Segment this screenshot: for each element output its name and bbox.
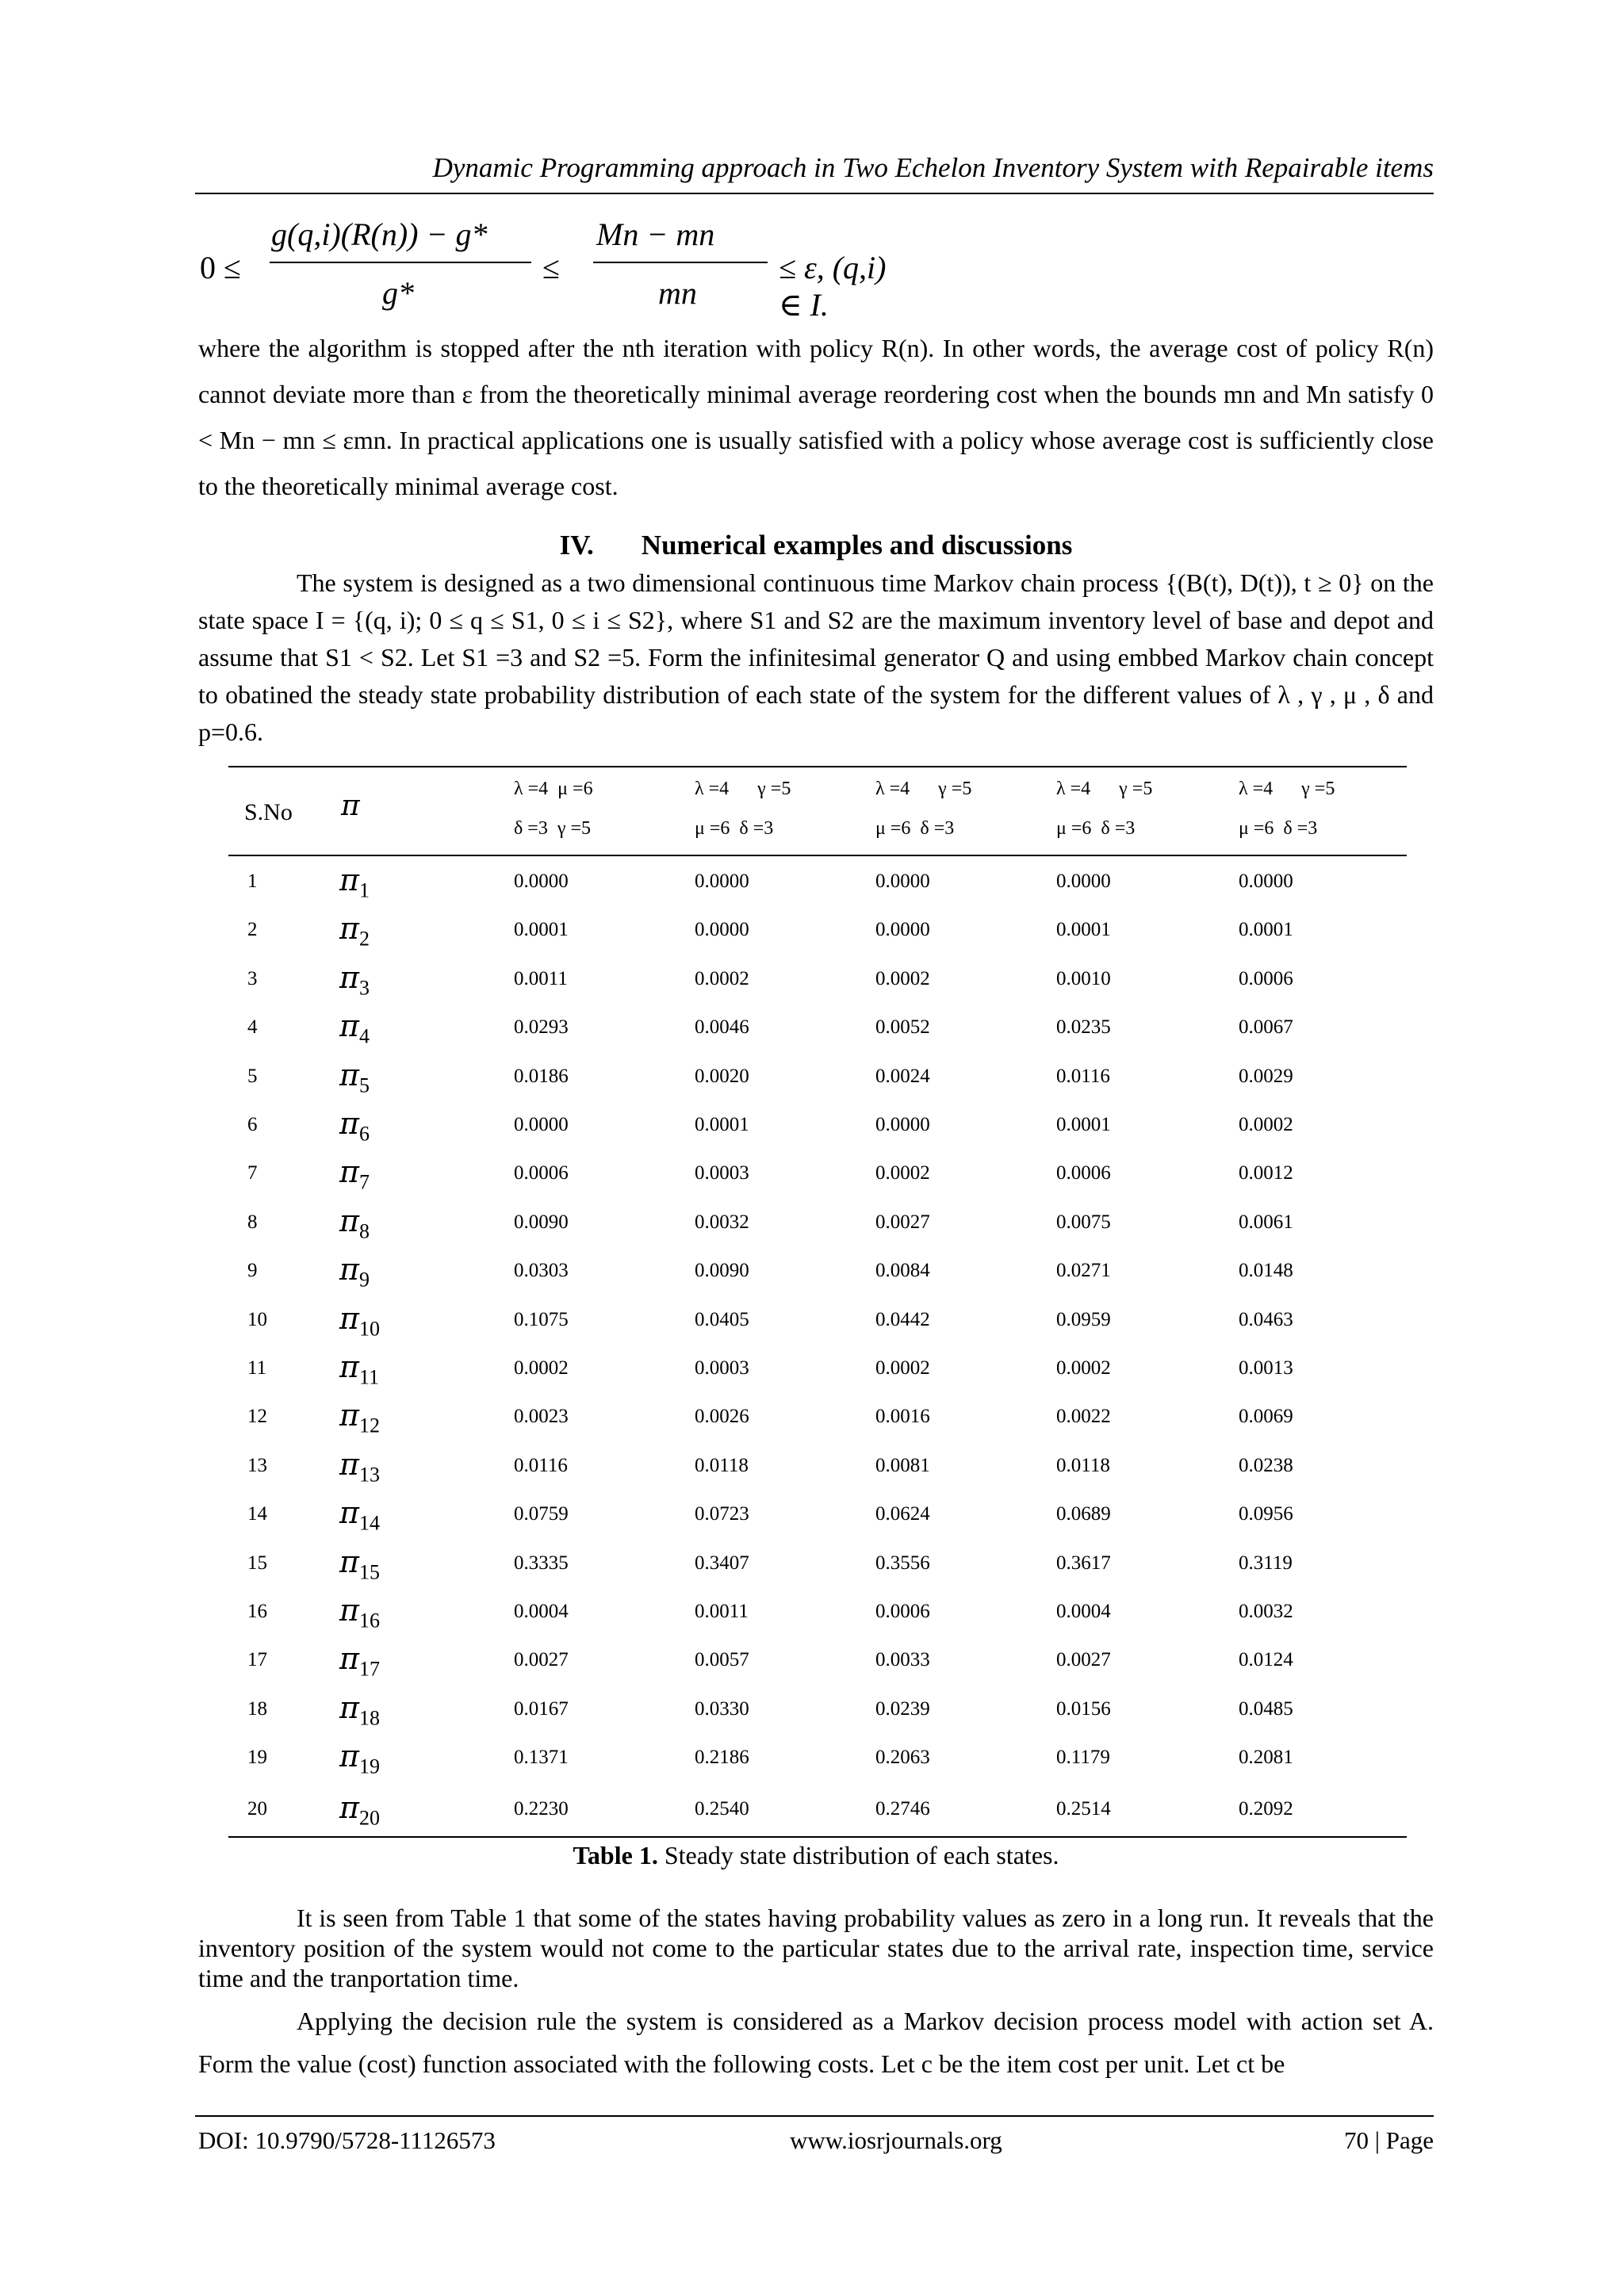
cell-col1: 0.2230	[514, 1798, 569, 1820]
param-header-col3-line2: μ =6 δ =3	[875, 818, 955, 839]
row-sno: 9	[247, 1260, 258, 1282]
row-state-symbol	[339, 863, 370, 903]
param-header-col2-line1: λ =4 γ =5	[695, 779, 791, 799]
cell-col3: 0.0027	[875, 1211, 930, 1233]
row-state-symbol	[339, 1641, 380, 1682]
cell-col4: 0.0000	[1056, 871, 1111, 892]
paragraph-table-discussion: It is seen from Table 1 that some of the states having probability values as zero in a long run. It reveals that the inventory position of the system would not come to the particular states due to the arrival rate, inspection time, service time and the tranportation time.	[198, 1904, 1434, 1992]
stopping-criterion-equation	[200, 216, 914, 327]
param-header-col5-line1: λ =4 γ =5	[1239, 779, 1335, 799]
pi-subscript: 9	[358, 1268, 370, 1292]
cell-col1: 0.0000	[514, 1114, 569, 1135]
row-state-symbol	[339, 1252, 370, 1292]
table-top-rule	[228, 766, 1407, 767]
pi-subscript: 3	[358, 976, 370, 1000]
cell-col1: 0.0186	[514, 1065, 569, 1087]
row-sno: 16	[247, 1601, 267, 1622]
row-state-symbol	[339, 1790, 380, 1831]
pi-symbol: π	[339, 1544, 359, 1579]
cell-col1: 0.0167	[514, 1697, 569, 1720]
section-heading	[198, 530, 1434, 561]
row-sno: 5	[247, 1065, 258, 1087]
cell-col4: 0.0001	[1056, 919, 1111, 941]
cell-col2: 0.0003	[695, 1357, 749, 1379]
cell-col2: 0.0001	[695, 1114, 749, 1135]
pi-subscript: 19	[358, 1755, 380, 1778]
cell-col3: 0.0084	[875, 1260, 930, 1282]
cell-col3: 0.0002	[875, 967, 930, 989]
pi-subscript: 11	[358, 1365, 380, 1389]
row-state-symbol	[339, 960, 370, 1001]
row-sno: 17	[247, 1649, 267, 1671]
cell-col3: 0.0006	[875, 1601, 930, 1622]
cell-col4: 0.2514	[1056, 1798, 1111, 1820]
cell-col1: 0.1075	[514, 1308, 569, 1330]
cell-col5: 0.0000	[1239, 871, 1293, 892]
pi-subscript: 16	[358, 1609, 380, 1632]
row-sno: 19	[247, 1747, 267, 1769]
cell-col1: 0.0759	[514, 1503, 569, 1525]
pi-symbol: π	[339, 1495, 359, 1531]
cell-col2: 0.0090	[695, 1260, 749, 1282]
param-header-col1-line1: λ =4 μ =6	[514, 779, 593, 799]
cell-col4: 0.0118	[1056, 1454, 1110, 1476]
cell-col5: 0.0006	[1239, 967, 1293, 989]
row-sno: 2	[247, 919, 258, 941]
pi-symbol: π	[339, 1446, 359, 1482]
row-state-symbol	[339, 1739, 380, 1779]
cell-col3: 0.0000	[875, 919, 930, 941]
footer-website: www.iosrjournals.org	[790, 2126, 1002, 2154]
eq-numerator-right: Mn − mn	[596, 216, 715, 252]
row-sno: 3	[247, 967, 258, 989]
cell-col5: 0.0012	[1239, 1162, 1293, 1184]
cell-col4: 0.1179	[1056, 1747, 1110, 1769]
cell-col5: 0.0001	[1239, 919, 1293, 941]
cell-col1: 0.0027	[514, 1649, 569, 1671]
cell-col3: 0.0002	[875, 1357, 930, 1379]
cell-col3: 0.2746	[875, 1798, 930, 1820]
cell-col4: 0.0075	[1056, 1211, 1111, 1233]
pi-subscript: 2	[358, 927, 370, 951]
cell-col2: 0.0026	[695, 1406, 749, 1428]
row-state-symbol	[339, 1447, 380, 1487]
cell-col2: 0.2540	[695, 1798, 749, 1820]
pi-symbol: π	[339, 1106, 359, 1141]
eq-middle: ≤	[542, 250, 560, 285]
cell-col3: 0.0624	[875, 1503, 930, 1525]
header-rule	[195, 193, 1434, 194]
cell-col1: 0.0004	[514, 1601, 569, 1622]
row-sno: 11	[247, 1357, 267, 1379]
cell-col2: 0.0118	[695, 1454, 749, 1476]
cell-col2: 0.0723	[695, 1503, 749, 1525]
cell-col5: 0.0061	[1239, 1211, 1293, 1233]
cell-col4: 0.0006	[1056, 1162, 1111, 1184]
pi-symbol: π	[339, 1252, 359, 1288]
row-sno: 1	[247, 871, 258, 892]
paragraph-stopping-rule: where the algorithm is stopped after the nth iteration with policy R(n). In other words, the average cost of policy R(n) cannot deviate more than ε from the theoretically minimal average reordering cost when the bounds mn and Mn satisfy 0 < Mn − mn ≤ εmn. In practical applications one is usually satisfied with a policy whose average cost is sufficiently close to the theoretically minimal average cost.	[198, 334, 1434, 500]
cell-col2: 0.0405	[695, 1308, 749, 1330]
cell-col5: 0.0067	[1239, 1016, 1293, 1039]
cell-col5: 0.0463	[1239, 1308, 1293, 1330]
cell-col1: 0.0001	[514, 919, 569, 941]
row-state-symbol	[339, 1544, 380, 1585]
pi-subscript: 4	[358, 1024, 370, 1048]
pi-subscript: 18	[358, 1706, 380, 1730]
header-bottom-rule	[228, 855, 1407, 856]
row-sno: 7	[247, 1162, 258, 1184]
cell-col5: 0.0124	[1239, 1649, 1293, 1671]
param-header-col5-line2: μ =6 δ =3	[1239, 818, 1318, 839]
cell-col1: 0.0006	[514, 1162, 569, 1184]
cell-col1: 0.0303	[514, 1260, 569, 1282]
running-header: Dynamic Programming approach in Two Echelon Inventory System with Repairable items	[432, 152, 1434, 183]
cell-col2: 0.0057	[695, 1649, 749, 1671]
footer-page-number: 70 | Page	[1344, 2126, 1434, 2154]
cell-col4: 0.0156	[1056, 1697, 1111, 1720]
row-state-symbol	[339, 1301, 380, 1341]
cell-col1: 0.0011	[514, 967, 568, 989]
footer-rule	[195, 2115, 1434, 2117]
header-sno: S.No	[244, 799, 293, 825]
row-sno: 13	[247, 1454, 267, 1476]
cell-col5: 0.0029	[1239, 1065, 1293, 1087]
cell-col1: 0.0090	[514, 1211, 569, 1233]
param-header-col1-line2: δ =3 γ =5	[514, 818, 591, 839]
pi-subscript: 6	[358, 1122, 370, 1146]
param-header-col2-line2: μ =6 δ =3	[695, 818, 774, 839]
cell-col2: 0.0046	[695, 1016, 749, 1039]
row-sno: 15	[247, 1552, 267, 1574]
pi-subscript: 12	[358, 1414, 380, 1437]
cell-col3: 0.0239	[875, 1697, 930, 1720]
cell-col4: 0.0235	[1056, 1016, 1111, 1039]
cell-col4: 0.0022	[1056, 1406, 1111, 1428]
row-sno: 4	[247, 1016, 258, 1039]
cell-col3: 0.0081	[875, 1454, 930, 1476]
pi-symbol: π	[339, 1008, 359, 1044]
footer-doi: DOI: 10.9790/5728-11126573	[198, 2126, 496, 2154]
cell-col5: 0.0148	[1239, 1260, 1293, 1282]
pi-symbol: π	[339, 1203, 359, 1238]
cell-col2: 0.0002	[695, 967, 749, 989]
table-caption	[198, 1841, 1434, 1870]
pi-symbol: π	[339, 911, 359, 947]
cell-col2: 0.0020	[695, 1065, 749, 1087]
caption-label: Table 1.	[573, 1841, 658, 1869]
pi-subscript: 5	[358, 1073, 370, 1097]
pi-symbol: π	[339, 1349, 359, 1384]
pi-subscript: 20	[358, 1806, 380, 1830]
row-sno: 14	[247, 1503, 267, 1525]
cell-col4: 0.0271	[1056, 1260, 1111, 1282]
row-sno: 12	[247, 1406, 267, 1428]
pi-symbol: π	[339, 863, 359, 897]
eq-denominator-right: mn	[658, 275, 697, 311]
row-state-symbol	[339, 1008, 370, 1049]
pi-symbol: π	[339, 1398, 359, 1433]
cell-col5: 0.2081	[1239, 1747, 1293, 1769]
cell-col1: 0.0116	[514, 1454, 568, 1476]
cell-col5: 0.0485	[1239, 1697, 1293, 1720]
row-state-symbol	[339, 1349, 379, 1390]
cell-col3: 0.2063	[875, 1747, 930, 1769]
pi-subscript: 13	[358, 1463, 380, 1487]
cell-col2: 0.0032	[695, 1211, 749, 1233]
cell-col5: 0.2092	[1239, 1798, 1293, 1820]
pi-subscript: 1	[358, 878, 370, 902]
param-header-col3-line1: λ =4 γ =5	[875, 779, 972, 799]
pi-symbol: π	[339, 1641, 359, 1677]
cell-col4: 0.0004	[1056, 1601, 1111, 1622]
eq-numerator-left: g(q,i)(R(n)) − g*	[271, 216, 488, 252]
cell-col4: 0.0010	[1056, 967, 1111, 989]
pi-symbol: π	[339, 959, 359, 995]
cell-col3: 0.0016	[875, 1406, 930, 1428]
cell-col4: 0.0689	[1056, 1503, 1111, 1525]
pi-symbol: π	[339, 1057, 359, 1093]
header-pi: π	[341, 790, 360, 822]
eq-fraction-bar-left	[270, 262, 531, 263]
cell-col5: 0.0238	[1239, 1454, 1293, 1476]
pi-subscript: 17	[358, 1657, 380, 1681]
pi-symbol: π	[339, 1154, 359, 1190]
eq-fraction-bar-right	[593, 262, 768, 263]
cell-col2: 0.0000	[695, 871, 749, 892]
row-sno: 18	[247, 1697, 267, 1720]
cell-col5: 0.0032	[1239, 1601, 1293, 1622]
cell-col4: 0.0002	[1056, 1357, 1111, 1379]
cell-col3: 0.0000	[875, 871, 930, 892]
cell-col1: 0.0000	[514, 871, 569, 892]
cell-col1: 0.0002	[514, 1357, 569, 1379]
paragraph-system-description: The system is designed as a two dimensional continuous time Markov chain process {(B(t), D(t)), t ≥ 0} on the state space I = {(q, i); 0 ≤ q ≤ S1, 0 ≤ i ≤ S2}, where S1 and S2 are the maximum inventory level of base and depot and assume that S1 < S2. Let S1 =3 and S2 =5. Form the infinitesimal generator Q and using embbed Markov chain concept to obatined the steady state probability distribution of each state of the system for the different values of λ , γ , μ , δ and p=0.6.	[198, 568, 1434, 746]
cell-col5: 0.0002	[1239, 1114, 1293, 1135]
cell-col4: 0.0116	[1056, 1065, 1110, 1087]
row-state-symbol	[339, 1690, 380, 1731]
paragraph-decision-process: Applying the decision rule the system is considered as a Markov decision process model with action set A. Form the value (cost) function associated with the following costs. Let c be the item cost per unit. Let ct be	[198, 2007, 1434, 2078]
cell-col2: 0.3407	[695, 1552, 749, 1574]
pi-symbol: π	[339, 1300, 359, 1336]
cell-col1: 0.0293	[514, 1016, 569, 1039]
cell-col4: 0.0027	[1056, 1649, 1111, 1671]
pi-subscript: 15	[358, 1560, 380, 1584]
pi-symbol: π	[339, 1790, 359, 1825]
table-bottom-rule	[228, 1836, 1407, 1838]
pi-subscript: 14	[358, 1511, 380, 1535]
section-title: Numerical examples and discussions	[641, 530, 1073, 561]
cell-col2: 0.0003	[695, 1162, 749, 1184]
cell-col3: 0.0052	[875, 1016, 930, 1039]
caption-text: Steady state distribution of each states.	[657, 1841, 1059, 1869]
row-state-symbol	[339, 1106, 370, 1146]
pi-subscript: 7	[358, 1170, 370, 1194]
row-state-symbol	[339, 1593, 380, 1633]
cell-col3: 0.0000	[875, 1114, 930, 1135]
eq-tail: ≤ ε, (q,i) ∈ I.	[779, 250, 887, 323]
row-state-symbol	[339, 1058, 370, 1098]
cell-col5: 0.0013	[1239, 1357, 1293, 1379]
eq-lead: 0 ≤	[200, 250, 241, 285]
row-sno: 8	[247, 1211, 258, 1233]
cell-col3: 0.0002	[875, 1162, 930, 1184]
cell-col2: 0.0011	[695, 1601, 749, 1622]
row-sno: 20	[247, 1798, 267, 1820]
cell-col2: 0.0330	[695, 1697, 749, 1720]
cell-col2: 0.0000	[695, 919, 749, 941]
cell-col1: 0.3335	[514, 1552, 569, 1574]
cell-col3: 0.0024	[875, 1065, 930, 1087]
cell-col3: 0.0033	[875, 1649, 930, 1671]
param-header-col4-line2: μ =6 δ =3	[1056, 818, 1136, 839]
row-state-symbol	[339, 1203, 370, 1244]
pi-symbol: π	[339, 1593, 359, 1628]
cell-col4: 0.0959	[1056, 1308, 1111, 1330]
row-state-symbol	[339, 1495, 380, 1536]
row-state-symbol	[339, 1398, 380, 1438]
row-sno: 6	[247, 1114, 258, 1135]
cell-col3: 0.3556	[875, 1552, 930, 1574]
cell-col4: 0.0001	[1056, 1114, 1111, 1135]
pi-symbol: π	[339, 1689, 359, 1725]
cell-col1: 0.1371	[514, 1747, 569, 1769]
eq-denominator-left: g*	[382, 275, 414, 311]
cell-col4: 0.3617	[1056, 1552, 1111, 1574]
section-number: IV.	[559, 530, 594, 561]
param-header-col4-line1: λ =4 γ =5	[1056, 779, 1153, 799]
row-state-symbol	[339, 1154, 370, 1195]
pi-subscript: 8	[358, 1219, 370, 1243]
cell-col5: 0.0956	[1239, 1503, 1293, 1525]
cell-col1: 0.0023	[514, 1406, 569, 1428]
cell-col5: 0.3119	[1239, 1552, 1293, 1574]
row-sno: 10	[247, 1308, 267, 1330]
cell-col3: 0.0442	[875, 1308, 930, 1330]
cell-col5: 0.0069	[1239, 1406, 1293, 1428]
pi-subscript: 10	[358, 1317, 380, 1341]
cell-col2: 0.2186	[695, 1747, 749, 1769]
pi-symbol: π	[339, 1739, 359, 1774]
row-state-symbol	[339, 911, 370, 951]
